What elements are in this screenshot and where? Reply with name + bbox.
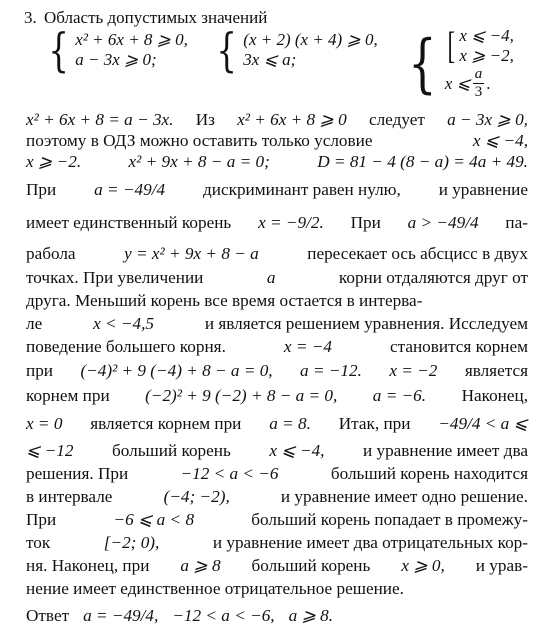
text-line: рабола y = x² + 9x + 8 − a пересекает ось абсцисс в двух [26,244,528,263]
text-line: ⩽ −12 больший корень x ⩽ −4, и уравнение имеет два [26,441,528,460]
text-line: нение имеет единственное отрицательное решение. [26,579,404,598]
problem-heading: Область допустимых значений [44,8,268,27]
brace-icon: { [48,23,69,77]
problem-number: 3. [24,8,37,27]
fraction: $\frac{a}{3}$ [474,66,483,100]
text-line: x = 0 является корнем при a = 8. Итак, при −49/4 < a ⩽ [26,414,528,433]
text-line: друга. Меньший корень все время остается в интерва- [26,291,423,310]
odz-system-2 [212,23,378,77]
odz-system-1 [44,23,188,77]
text-line: корнем при (−2)² + 9 (−2) + 8 − a = 0, a = −6. Наконец, [26,386,528,405]
text-line: ток [−2; 0), и уравнение имеет два отрицательных кор- [26,533,528,552]
text-line: x ⩾ −2. x² + 9x + 8 − a = 0; D = 81 − 4 (8 − a) = 4a + 49. [26,152,528,171]
odz-system-3: { [ x ⩽ −4, x ⩾ −2, x ⩽ $\frac{a}{3}$ . [408,25,514,101]
text-line: в интервале (−4; −2), и уравнение имеет одно решение. [26,487,528,506]
sys1-row1: x² + 6x + 8 ⩾ 0, [75,30,188,49]
text-line: поведение большего корня. x = −4 становится корнем [26,337,528,356]
text-line: имеет единственный корень x = −9/2. При a > −49/4 па- [26,213,528,232]
sys2-row1: (x + 2) (x + 4) ⩾ 0, [243,30,378,49]
sys3-inner-row2: x ⩾ −2, [459,46,514,65]
text-line: решения. При −12 < a < −6 больший корень находится [26,464,528,483]
sys2-row2: 3x ⩽ a; [243,50,297,69]
brace-icon: { [408,26,437,101]
text-line: При a = −49/4 дискриминант равен нулю, и уравнение [26,180,528,199]
text-line: x² + 6x + 8 = a − 3x. Из x² + 6x + 8 ⩾ 0 следует a − 3x ⩾ 0, [26,110,528,129]
text-line: При −6 ⩽ a < 8 больший корень попадает в промежу- [26,510,528,529]
text-line: ня. Наконец, при a ⩾ 8 больший корень x ⩾ 0, и урав- [26,556,528,575]
square-bracket-icon: [ [447,25,455,67]
text-line: ле x < −4,5 и является решением уравнения. Исследуем [26,314,528,333]
text-line: точках. При увеличении a корни отдаляются друг от [26,268,528,287]
text-line: поэтому в ОДЗ можно оставить только условие x ⩽ −4, [26,131,528,150]
brace-icon: { [216,23,237,77]
text-line: при (−4)² + 9 (−4) + 8 − a = 0, a = −12. x = −2 является [26,361,528,380]
answer-label: Ответ [26,606,70,625]
sys1-row2: a − 3x ⩾ 0; [75,50,157,69]
answer-line: Ответ a = −49/4, −12 < a < −6, a ⩾ 8. [26,606,334,625]
sys3-last-prefix: x ⩽ [444,73,471,93]
sys3-inner-row1: x ⩽ −4, [459,26,514,45]
